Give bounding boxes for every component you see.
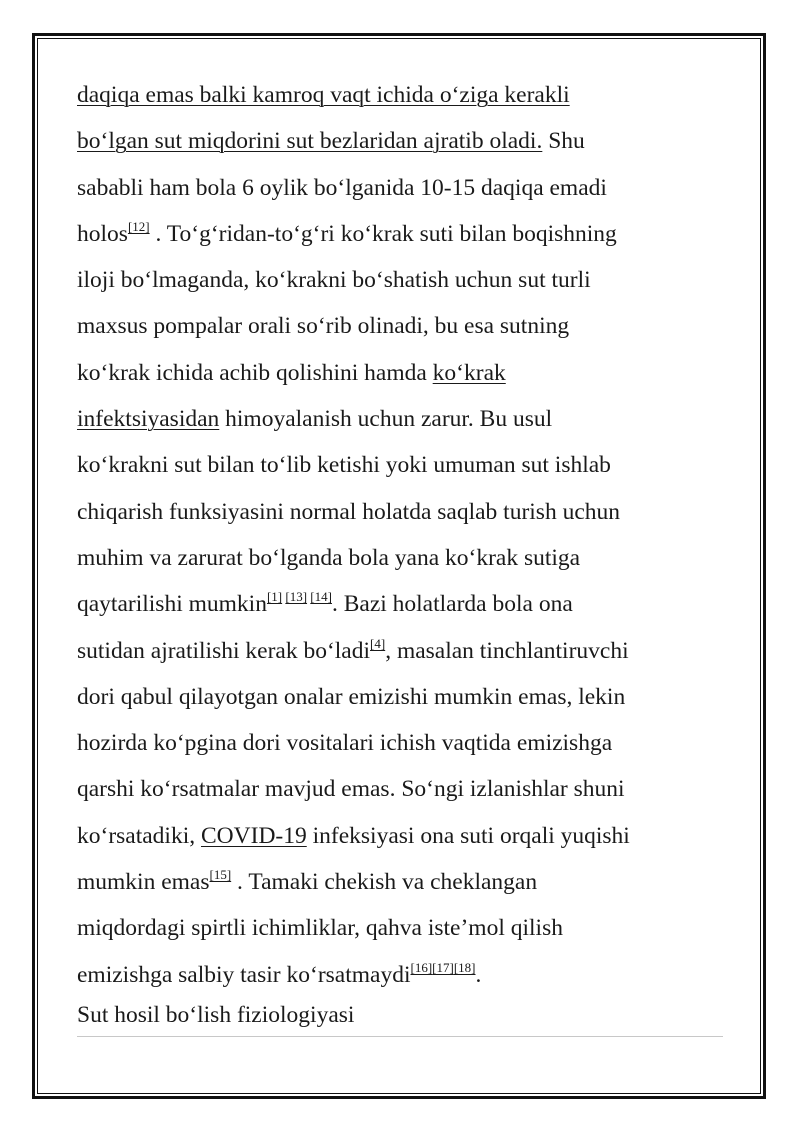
text-line <box>77 952 727 998</box>
text-line <box>77 859 727 905</box>
text-line: dori qabul qilayotgan onalar emizishi mumkin emas, lekin <box>77 683 626 710</box>
document-body <box>77 72 727 1030</box>
text-line <box>77 211 727 257</box>
text-line <box>77 813 727 859</box>
breast-infection-link[interactable]: ko‘krak <box>432 359 506 386</box>
text-run: . <box>475 961 482 988</box>
text-line: hozirda ko‘pgina dori vositalari ichish vaqtida emizishga <box>77 730 613 757</box>
citation-link-4[interactable]: [4] <box>370 635 386 651</box>
text-line: iloji bo‘lmaganda, ko‘krakni bo‘shatish uchun sut turli <box>77 267 591 294</box>
text-line: sababli ham bola 6 oylik bo‘lganida 10-15 daqiqa emadi <box>77 174 607 201</box>
covid-19-link[interactable]: COVID-19 <box>201 822 307 849</box>
section-heading: Sut hosil bo‘lish fiziologiyasi <box>77 1001 355 1028</box>
text-run: sutidan ajratilishi kerak bo‘ladi <box>77 637 371 664</box>
text-run: emizishga salbiy tasir ko‘rsatmaydi <box>77 961 411 988</box>
citation-link-16[interactable]: [16] <box>410 959 433 975</box>
breast-infection-link-cont[interactable]: infektsiyasidan <box>77 406 220 433</box>
heading-rule <box>77 1036 723 1037</box>
citation-link-1[interactable]: [1] <box>266 589 283 605</box>
text-line <box>77 581 727 627</box>
text-line <box>77 72 727 118</box>
citation-link-12[interactable]: [12] <box>127 218 150 234</box>
citation-link-13[interactable]: [13] <box>285 589 308 605</box>
text-line: chiqarish funksiyasini normal holatda saqlab turish uchun <box>77 498 621 525</box>
text-line: muhim va zarurat bo‘lganda bola yana ko‘krak sutiga <box>77 544 581 571</box>
text-run: infeksiyasi ona suti orqali yuqishi <box>306 822 630 849</box>
text-run: Shu <box>542 128 585 155</box>
text-run: holos <box>77 220 128 247</box>
text-line <box>77 628 727 674</box>
text-line <box>77 350 727 396</box>
citation-link-15[interactable]: [15] <box>209 867 232 883</box>
text-line: ko‘krakni sut bilan to‘lib ketishi yoki umuman sut ishlab <box>77 452 611 479</box>
text-line <box>77 118 727 164</box>
text-line <box>77 396 727 442</box>
text-run: qaytarilishi mumkin <box>77 591 267 618</box>
citation-link-17[interactable]: [17] <box>432 959 454 975</box>
text-run: . Tamaki chekish va cheklangan <box>231 869 538 896</box>
text-line: miqdordagi spirtli ichimliklar, qahva iste’mol qilish <box>77 915 563 942</box>
underlined-text: daqiqa emas balki kamroq vaqt ichida o‘ziga kerakli <box>77 82 570 108</box>
text-run: ko‘krak ichida achib qolishini hamda <box>77 359 433 386</box>
citation-link-18[interactable]: [18] <box>453 959 476 975</box>
text-line: maxsus pompalar orali so‘rib olinadi, bu esa sutning <box>77 313 570 340</box>
text-run: . To‘g‘ridan-to‘g‘ri ko‘krak suti bilan boqishning <box>149 220 617 247</box>
text-run: himoyalanish uchun zarur. Bu usul <box>219 406 553 433</box>
text-run: . Bazi holatlarda bola ona <box>331 591 573 618</box>
citation-link-14[interactable]: [14] <box>310 589 332 605</box>
text-run: , masalan tinchlantiruvchi <box>385 637 629 664</box>
text-run: ko‘rsatadiki, <box>77 822 201 849</box>
text-run: mumkin emas <box>77 869 210 896</box>
text-line: qarshi ko‘rsatmalar mavjud emas. So‘ngi izlanishlar shuni <box>77 776 625 803</box>
underlined-text: bo‘lgan sut miqdorini sut bezlaridan ajratib oladi. <box>77 128 543 155</box>
